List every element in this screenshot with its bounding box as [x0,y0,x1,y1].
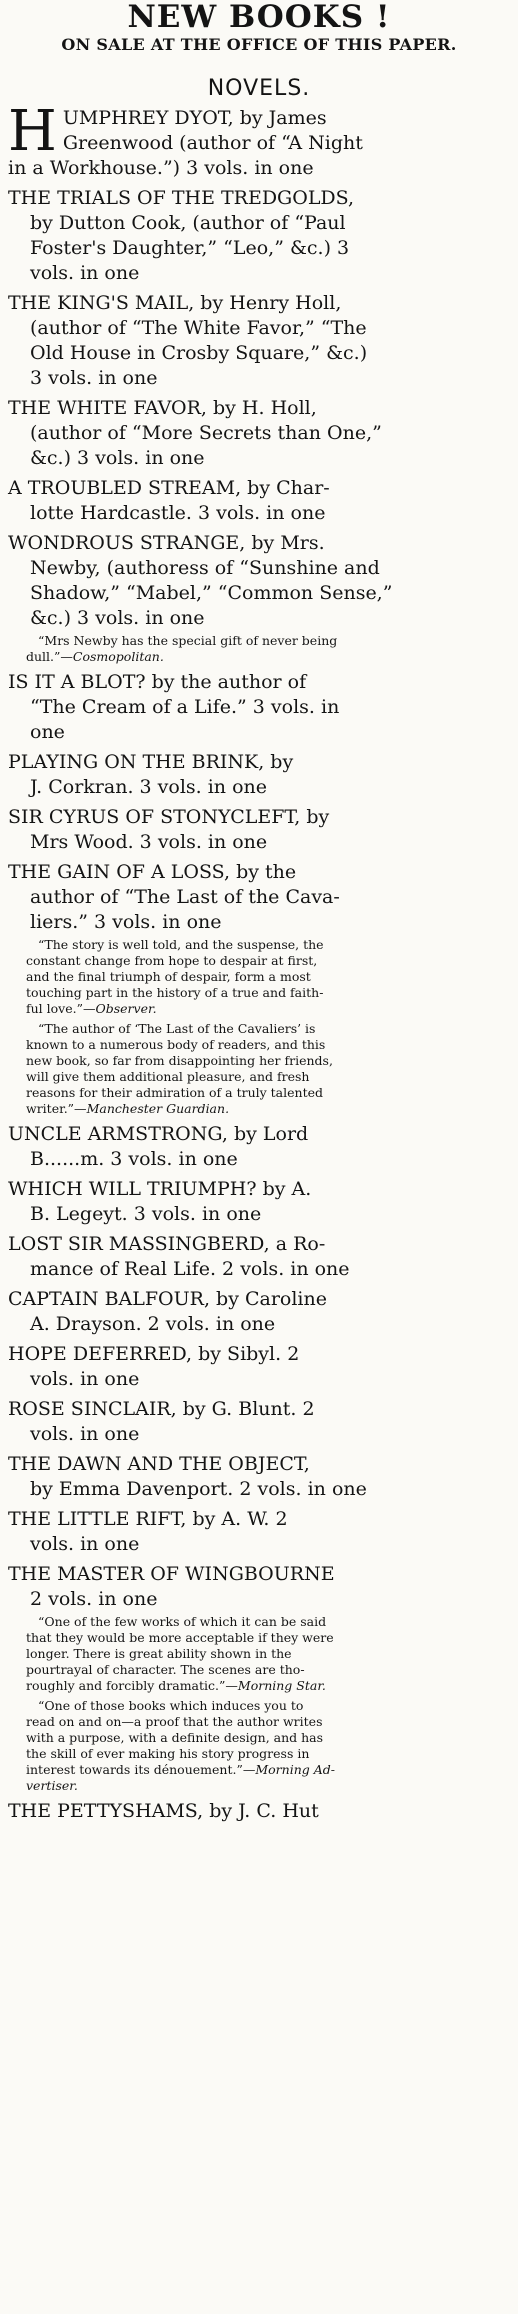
book-entry [8,1177,510,1227]
quote-source: Morning Star. [237,1678,326,1693]
book-entry [8,1452,510,1502]
book-detail-line: by Dutton Cook, (author of “Paul [30,212,346,234]
book-detail-line: 3 vols. in one [30,367,158,389]
book-entry [8,1122,510,1172]
book-title-line: THE WHITE FAVOR, by H. Holl, [8,397,317,419]
book-detail-line: vols. in one [30,1423,140,1445]
page-subtitle: ON SALE AT THE OFFICE OF THIS PAPER. [61,35,457,54]
quote-line: and the final triumph of despair, form a most [26,969,311,984]
book-detail-line: B. Legeyt. 3 vols. in one [30,1203,262,1225]
book-detail-line: A. Drayson. 2 vols. in one [30,1313,276,1335]
book-detail-line: in a Workhouse.”) 3 vols. in one [8,157,314,179]
book-title-line: HOPE DEFERRED, by Sibyl. 2 [8,1343,300,1365]
book-entry [8,1799,510,1824]
quote-line: known to a numerous body of readers, and this [26,1037,326,1052]
review-quote [26,937,510,1017]
book-detail-line: lotte Hardcastle. 3 vols. in one [30,502,326,524]
book-detail-line: mance of Real Life. 2 vols. in one [30,1258,350,1280]
book-detail-line: Foster's Daughter,” “Leo,” &c.) 3 [30,237,350,259]
book-detail-line: (author of “The White Favor,” “The [30,317,367,339]
quote-line: pourtrayal of character. The scenes are tho- [26,1662,305,1677]
book-title-line: ROSE SINCLAIR, by G. Blunt. 2 [8,1398,315,1420]
book-title-line: THE TRIALS OF THE TREDGOLDS, [8,187,355,209]
book-detail-line: liers.” 3 vols. in one [30,911,222,933]
quote-line: “The story is well told, and the suspense, the [38,937,324,952]
book-detail-line: B......m. 3 vols. in one [30,1148,238,1170]
review-quote [26,1021,510,1117]
review-quote [26,1614,510,1694]
book-entry [8,1342,510,1392]
book-title-line: THE MASTER OF WINGBOURNE [8,1563,335,1585]
book-detail-line: &c.) 3 vols. in one [30,447,205,469]
book-title-line: WONDROUS STRANGE, by Mrs. [8,532,325,554]
book-entry [8,186,510,286]
book-entry [8,805,510,855]
quote-source: Observer. [95,1001,157,1016]
book-detail-line: author of “The Last of the Cava- [30,886,340,908]
book-title-line: THE LITTLE RIFT, by A. W. 2 [8,1508,288,1530]
book-entry [8,1507,510,1557]
book-title-line: A TROUBLED STREAM, by Char- [8,477,330,499]
book-entry [8,860,510,1117]
book-title-line: CAPTAIN BALFOUR, by Caroline [8,1288,327,1310]
quote-line: roughly and forcibly dramatic.”—Morning Star. [26,1678,326,1693]
quote-line: writer.”—Manchester Guardian. [26,1101,230,1116]
section-heading: NOVELS. [207,76,311,101]
book-detail-line: Shadow,” “Mabel,” “Common Sense,” [30,582,393,604]
review-quote [26,1698,510,1794]
book-entry [8,291,510,391]
quote-line: “The author of ‘The Last of the Cavaliers’ is [38,1021,316,1036]
quote-line: interest towards its dénouement.”—Morning Ad- [26,1762,335,1777]
quote-source: Manchester Guardian. [86,1101,230,1116]
book-entry [8,750,510,800]
book-entry [8,1562,510,1794]
book-detail-line: by Emma Davenport. 2 vols. in one [30,1478,367,1500]
quote-line: reasons for their admiration of a truly talented [26,1085,324,1100]
book-detail-line: &c.) 3 vols. in one [30,607,205,629]
review-quote [26,633,510,665]
quote-source-tail: vertiser. [26,1778,78,1793]
book-entry [8,1232,510,1282]
quote-line: “Mrs Newby has the special gift of never being [38,633,338,648]
book-detail-line: vols. in one [30,1368,140,1390]
book-title-line: THE DAWN AND THE OBJECT, [8,1453,310,1475]
book-title-line: SIR CYRUS OF STONYCLEFT, by [8,806,330,828]
quote-line: new book, so far from disappointing her friends, [26,1053,333,1068]
quote-line: “One of those books which induces you to [38,1698,304,1713]
book-title-line: LOST SIR MASSINGBERD, a Ro- [8,1233,326,1255]
quote-line: touching part in the history of a true and faith- [26,985,324,1000]
book-list [8,99,510,1824]
book-entry [8,1287,510,1337]
book-detail-line: (author of “More Secrets than One,” [30,422,382,444]
book-title-line: IS IT A BLOT? by the author of [8,671,307,693]
quote-line: dull.”—Cosmopolitan. [26,649,164,664]
quote-line: that they would be more acceptable if they were [26,1630,334,1645]
quote-source: Morning Ad- [255,1762,335,1777]
book-title-line: WHICH WILL TRIUMPH? by A. [8,1178,312,1200]
quote-line: with a purpose, with a definite design, and has [26,1730,324,1745]
quote-line: read on and on—a proof that the author writes [26,1714,323,1729]
book-entry [8,531,510,665]
book-entry [8,1397,510,1447]
quote-line: will give them additional pleasure, and fresh [26,1069,310,1084]
book-title-line: THE KING'S MAIL, by Henry Holl, [8,292,342,314]
quote-line: ful love.”—Observer. [26,1001,157,1016]
book-entry [8,99,510,181]
book-title-line: PLAYING ON THE BRINK, by [8,751,294,773]
book-detail-line: “The Cream of a Life.” 3 vols. in [30,696,340,718]
book-detail-line: vols. in one [30,1533,140,1555]
book-detail-line: vols. in one [30,262,140,284]
book-title-line: UMPHREY DYOT, by James [62,107,327,129]
quote-source: Cosmopolitan. [72,649,164,664]
book-detail-line: Mrs Wood. 3 vols. in one [30,831,268,853]
book-entry [8,476,510,526]
book-detail-line: one [30,721,65,743]
book-detail-line: Greenwood (author of “A Night [62,132,363,154]
page-title: NEW BOOKS ! [127,0,391,35]
book-entry [8,670,510,745]
quote-line: constant change from hope to despair at first, [26,953,318,968]
drop-cap: H [8,99,57,164]
book-title-line: UNCLE ARMSTRONG, by Lord [8,1123,309,1145]
book-detail-line: Newby, (authoress of “Sunshine and [30,557,380,579]
book-title-line: THE GAIN OF A LOSS, by the [8,861,297,883]
quote-line: longer. There is great ability shown in the [26,1646,292,1661]
quote-line: “One of the few works of which it can be said [38,1614,327,1629]
book-entry [8,396,510,471]
book-title-line: THE PETTYSHAMS, by J. C. Hut [8,1800,319,1822]
book-detail-line: J. Corkran. 3 vols. in one [30,776,267,798]
book-detail-line: 2 vols. in one [30,1588,158,1610]
book-detail-line: Old House in Crosby Square,” &c.) [30,342,368,364]
quote-line: the skill of ever making his story progress in [26,1746,310,1761]
